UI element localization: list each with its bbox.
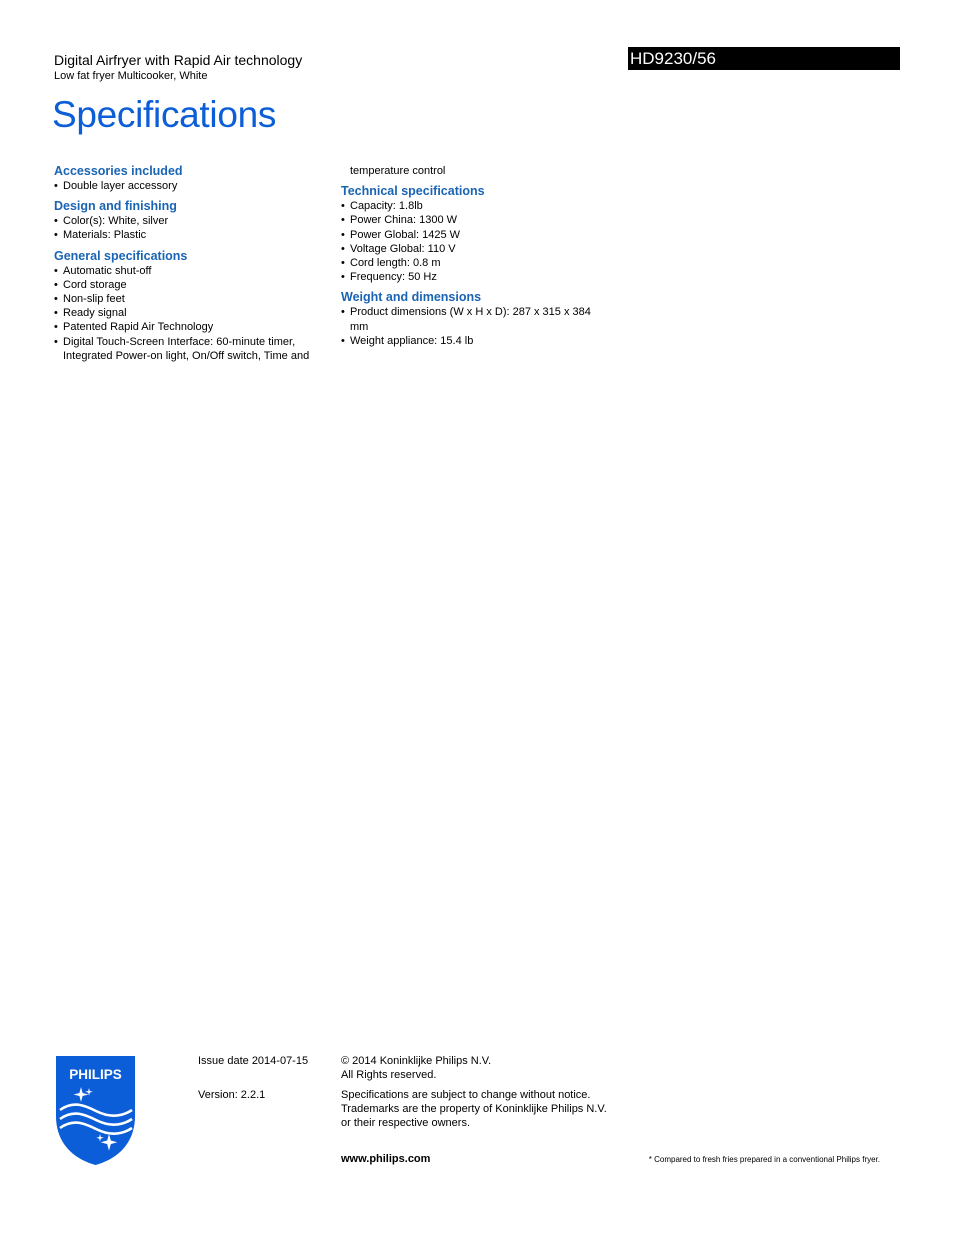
spec-item: • Color(s): White, silver xyxy=(54,214,329,228)
spec-item: • Product dimensions (W x H x D): 287 x 315 x 384 mm xyxy=(341,305,611,333)
section-title: Weight and dimensions xyxy=(341,290,482,305)
spec-column-right xyxy=(341,164,611,354)
copyright-line: © 2014 Koninklijke Philips N.V. xyxy=(341,1055,492,1067)
footnote: * Compared to fresh fries prepared in a conventional Philips fryer. xyxy=(648,1155,880,1164)
spec-list xyxy=(54,179,329,193)
copyright-line: All Rights reserved. xyxy=(341,1069,437,1081)
spec-item-continuation: temperature control xyxy=(350,165,446,177)
spec-list xyxy=(54,264,329,363)
spec-item: • Power Global: 1425 W xyxy=(341,228,611,242)
philips-shield-icon xyxy=(54,1054,137,1166)
section-title: General specifications xyxy=(54,248,188,263)
disclaimer xyxy=(341,1088,607,1130)
model-badge xyxy=(628,47,900,70)
spec-item: • Frequency: 50 Hz xyxy=(341,270,611,284)
philips-logo xyxy=(54,1054,137,1166)
section-technical xyxy=(341,184,611,284)
section-title: Technical specifications xyxy=(341,184,485,199)
spec-item: • Double layer accessory xyxy=(54,179,329,193)
section-accessories xyxy=(54,164,329,193)
spec-column-left xyxy=(54,164,329,369)
spec-item: • Weight appliance: 15.4 lb xyxy=(341,334,611,348)
spec-item: • Patented Rapid Air Technology xyxy=(54,320,329,334)
disclaimer-line: Specifications are subject to change without notice. xyxy=(341,1089,591,1101)
spec-item: • Capacity: 1.8lb xyxy=(341,199,611,213)
spec-item: • Voltage Global: 110 V xyxy=(341,242,611,256)
section-design xyxy=(54,199,329,242)
spec-list xyxy=(341,305,611,348)
spec-item: • Cord storage xyxy=(54,278,329,292)
spec-item: • Materials: Plastic xyxy=(54,228,329,242)
section-general xyxy=(54,249,329,363)
spec-list xyxy=(341,199,611,284)
section-title: Design and finishing xyxy=(54,199,177,214)
spec-item: • Non-slip feet xyxy=(54,292,329,306)
spec-item: • Automatic shut-off xyxy=(54,264,329,278)
spec-item: • Ready signal xyxy=(54,306,329,320)
section-title: Accessories included xyxy=(54,164,183,178)
disclaimer-line: Trademarks are the property of Koninklijke Philips N.V. xyxy=(341,1103,607,1115)
spec-list xyxy=(54,214,329,242)
disclaimer-line: or their respective owners. xyxy=(341,1117,470,1129)
spec-item: • Cord length: 0.8 m xyxy=(341,256,611,270)
version: Version: 2.2.1 xyxy=(198,1089,266,1101)
product-subtitle: Low fat fryer Multicooker, White xyxy=(54,70,208,82)
section-weight-dimensions xyxy=(341,290,611,348)
copyright xyxy=(341,1054,491,1082)
product-title: Digital Airfryer with Rapid Air technology xyxy=(54,52,303,68)
logo-wordmark: PHILIPS xyxy=(69,1067,122,1082)
spec-item: • Power China: 1300 W xyxy=(341,213,611,227)
model-number: HD9230/56 xyxy=(630,49,717,68)
spec-item: • Digital Touch-Screen Interface: 60-minute timer, Integrated Power-on light, On/Off switch, Time and xyxy=(54,335,329,363)
website-link[interactable]: www.philips.com xyxy=(341,1153,431,1165)
page-title: Specifications xyxy=(52,94,277,135)
issue-date: Issue date 2014-07-15 xyxy=(198,1055,309,1067)
